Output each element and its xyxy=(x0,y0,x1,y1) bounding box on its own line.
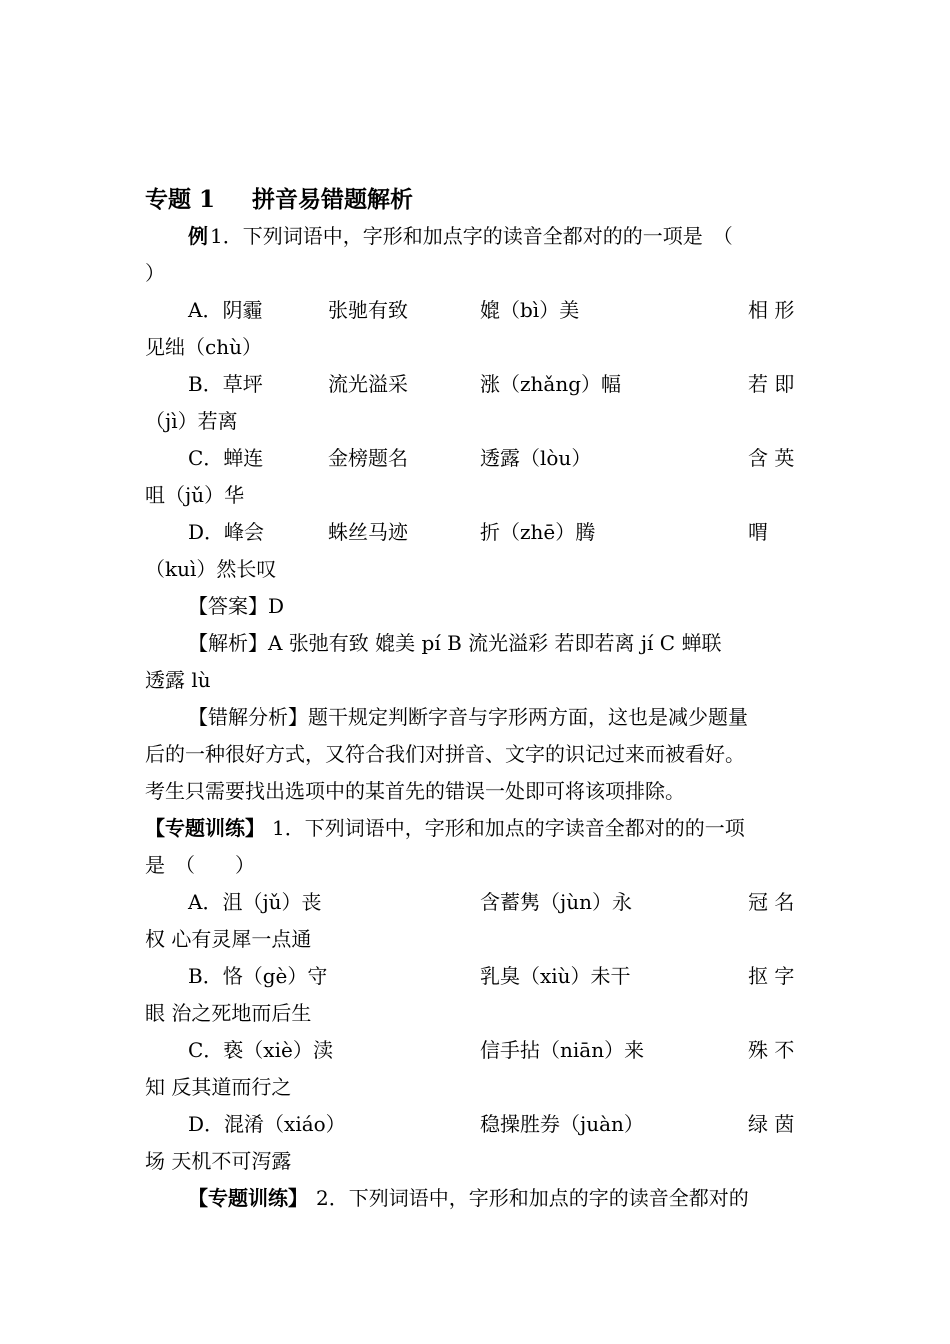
option-word: 信手拈（niān）来 xyxy=(480,1038,645,1062)
error-analysis-cont-2 xyxy=(0,773,950,810)
example-option-c-cont xyxy=(0,477,950,514)
example-analysis-cont xyxy=(0,662,950,699)
option-word: 抠 字 xyxy=(748,964,795,988)
example-option-d xyxy=(0,514,950,551)
example-answer xyxy=(0,588,950,625)
option-word: 相 形 xyxy=(748,298,795,322)
option-word: C．蝉连 xyxy=(188,446,264,470)
option-word: 含蓄隽（jùn）永 xyxy=(480,890,632,914)
option-word: 权 心有灵犀一点通 xyxy=(145,927,312,951)
option-word: B．恪（gè）守 xyxy=(188,964,328,988)
option-word: 透露（lòu） xyxy=(480,446,592,470)
example-option-d-cont xyxy=(0,551,950,588)
training-1-question-cont xyxy=(0,847,950,884)
option-word: A．沮（jǔ）丧 xyxy=(188,890,322,914)
error-analysis-cont-1 xyxy=(0,736,950,773)
training-1-option-a-cont xyxy=(0,921,950,958)
option-word: 喟 xyxy=(748,520,768,544)
option-word: 知 反其道而行之 xyxy=(145,1075,292,1099)
training-1-option-c xyxy=(0,1032,950,1069)
option-word: 稳操胜券（juàn） xyxy=(480,1112,644,1136)
option-word: D．混淆（xiáo） xyxy=(188,1112,346,1136)
option-word: 眼 治之死地而后生 xyxy=(145,1001,312,1025)
example-label: 例 xyxy=(188,224,208,248)
option-word: B．草坪 xyxy=(188,372,263,396)
example-option-c xyxy=(0,440,950,477)
example-option-b-cont xyxy=(0,403,950,440)
example-option-a-cont xyxy=(0,329,950,366)
example-question-paren: ） xyxy=(145,261,165,285)
training-label: 【专题训练】 xyxy=(188,1186,308,1210)
training-1-option-b xyxy=(0,958,950,995)
training-1-question xyxy=(0,810,950,847)
example-question xyxy=(0,218,950,255)
section-heading: 拼音易错题解析 xyxy=(252,186,413,213)
option-word: 涨（zhǎng）幅 xyxy=(480,372,622,396)
option-word: A．阴霾 xyxy=(188,298,263,322)
option-word: 流光溢采 xyxy=(328,372,408,396)
option-word: 若 即 xyxy=(748,372,795,396)
example-question-text: 1．下列词语中，字形和加点字的读音全都对的的一项是 （ xyxy=(210,224,733,248)
option-word: 绿 茵 xyxy=(748,1112,795,1136)
training-2-question xyxy=(0,1180,950,1217)
analysis-text: 透露 lù xyxy=(145,668,211,692)
answer-text: 【答案】D xyxy=(188,594,285,618)
example-analysis xyxy=(0,625,950,662)
option-word: （jì）若离 xyxy=(145,409,238,433)
training-1-option-d xyxy=(0,1106,950,1143)
option-word: 咀（jǔ）华 xyxy=(145,483,245,507)
training-label: 【专题训练】 xyxy=(145,816,265,840)
option-word: D．峰会 xyxy=(188,520,265,544)
example-option-b xyxy=(0,366,950,403)
option-word: 媲（bì）美 xyxy=(480,298,580,322)
training-1-option-c-cont xyxy=(0,1069,950,1106)
training-question-text: 1．下列词语中，字形和加点的字读音全都对的的一项 xyxy=(272,816,745,840)
analysis-text: 【解析】A 张弛有致 媲美 pí B 流光溢彩 若即若离 jí C 蝉联 xyxy=(188,631,722,655)
option-word: 乳臭（xiù）未干 xyxy=(480,964,631,988)
training-1-option-b-cont xyxy=(0,995,950,1032)
error-analysis-text: 考生只需要找出选项中的某首先的错误一处即可将该项排除。 xyxy=(145,779,685,803)
option-word: 殊 不 xyxy=(748,1038,795,1062)
option-word: 蛛丝马迹 xyxy=(328,520,408,544)
training-1-option-d-cont xyxy=(0,1143,950,1180)
option-word: 折（zhē）腾 xyxy=(480,520,596,544)
option-word: 见绌（chù） xyxy=(145,335,262,359)
error-analysis-text: 后的一种很好方式，又符合我们对拼音、文字的识记过来而被看好。 xyxy=(145,742,745,766)
training-question-text: 是 （ ） xyxy=(145,853,255,877)
section-title xyxy=(0,181,950,218)
error-analysis xyxy=(0,699,950,736)
option-word: 金榜题名 xyxy=(328,446,408,470)
example-question-cont xyxy=(0,255,950,292)
option-word: 冠 名 xyxy=(748,890,795,914)
example-option-a xyxy=(0,292,950,329)
option-word: 场 天机不可泻露 xyxy=(145,1149,292,1173)
option-word: （kuì）然长叹 xyxy=(145,557,277,581)
error-analysis-text: 【错解分析】题干规定判断字音与字形两方面，这也是减少题量 xyxy=(188,705,748,729)
training-question-text: 2．下列词语中，字形和加点的字的读音全都对的 xyxy=(316,1186,749,1210)
option-word: 含 英 xyxy=(748,446,795,470)
option-word: 张驰有致 xyxy=(328,298,408,322)
training-1-option-a xyxy=(0,884,950,921)
section-number: 专题 1 xyxy=(145,186,216,213)
option-word: C．亵（xiè）渎 xyxy=(188,1038,333,1062)
